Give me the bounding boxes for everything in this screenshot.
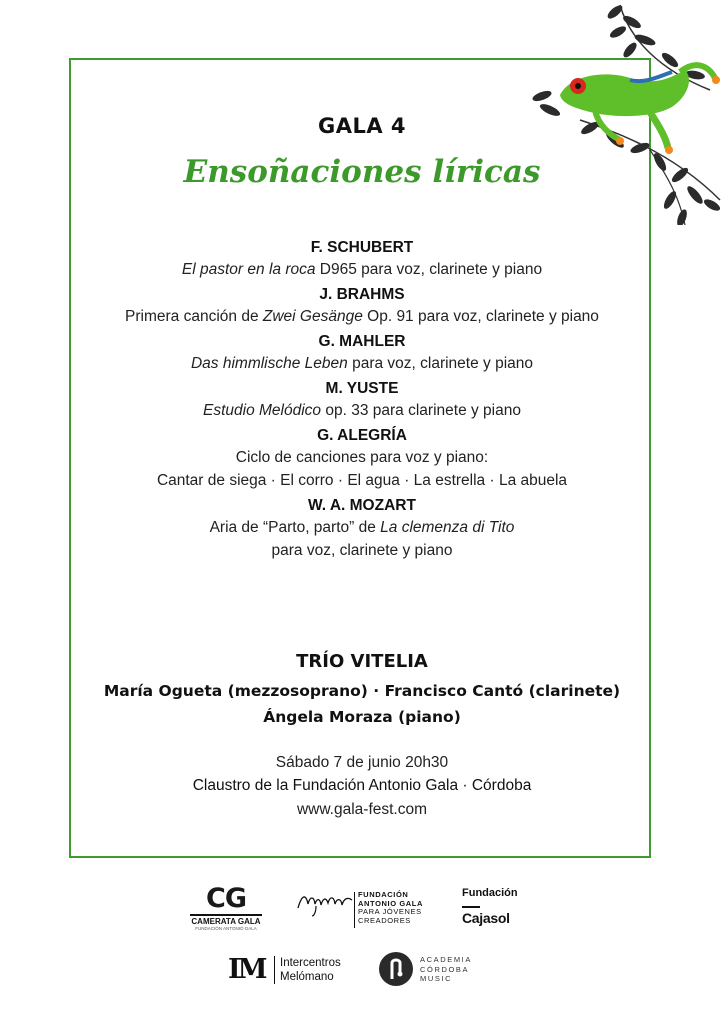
- work-description: [0, 352, 724, 375]
- work-text: Ciclo de canciones para voz y piano:: [235, 449, 489, 466]
- concert-title: Ensoñaciones líricas: [183, 154, 541, 190]
- fag-line-3: PARA JÓVENES: [358, 907, 422, 916]
- performers-line-2: Ángela Moraza (piano): [263, 708, 461, 726]
- signature-icon: [296, 888, 354, 918]
- fag-line-4: CREADORES: [358, 915, 411, 925]
- fundacion-cajasol-logo: [462, 887, 542, 937]
- camerata-sub: FUNDACIÓN ANTONIO GALA: [195, 926, 257, 931]
- academia-cordoba-music-logo: [378, 951, 488, 989]
- fag-line-1: FUNDACIÓN: [358, 890, 409, 899]
- work-description: [0, 539, 724, 562]
- academia-line-1: ACADEMIA: [420, 955, 472, 964]
- work-text: Aria de “Parto, parto” de: [209, 519, 381, 536]
- academia-line-3: MUSIC: [420, 974, 453, 983]
- work-description: [0, 399, 724, 422]
- work-text: Op. 91 para voz, clarinete y piano: [362, 308, 599, 325]
- gala-number: GALA 4: [317, 114, 407, 138]
- program-list: [0, 234, 724, 562]
- camerata-gala-logo: [186, 885, 266, 945]
- work-text: para voz, clarinete y piano: [347, 355, 534, 372]
- frog-branch-illustration: [520, 0, 724, 225]
- intercentros-mark: IM: [228, 954, 265, 985]
- program-item: [0, 496, 724, 562]
- work-title: Das himmlische Leben: [190, 355, 348, 372]
- fag-line-2: ANTONIO GALA: [358, 898, 423, 908]
- camerata-name: CAMERATA GALA: [191, 917, 261, 926]
- work-title: La clemenza di Tito: [380, 519, 515, 536]
- work-title: Estudio Melódico: [203, 402, 322, 419]
- performers-line-1: María Ogueta (mezzosoprano) · Francisco Cantó (clarinete): [103, 682, 621, 700]
- intercentros-melomano-logo: [228, 953, 348, 989]
- work-text: Primera canción de: [125, 308, 263, 325]
- program-item: [0, 238, 724, 281]
- composer-name: W. A. MOZART: [308, 497, 416, 514]
- intercentros-line-2: Melómano: [280, 971, 334, 983]
- composer-name: G. MAHLER: [318, 333, 406, 350]
- composer-name: M. YUSTE: [325, 380, 399, 397]
- program-item: [0, 332, 724, 375]
- work-description: [0, 258, 724, 281]
- work-description: [0, 469, 724, 492]
- cajasol-name: Cajasol: [462, 910, 510, 926]
- composer-name: F. SCHUBERT: [310, 239, 414, 256]
- work-text: para voz, clarinete y piano: [271, 542, 453, 559]
- work-description: [0, 305, 724, 328]
- work-description: [0, 446, 724, 469]
- work-text: op. 33 para clarinete y piano: [321, 402, 521, 419]
- fundacion-antonio-gala-logo: [296, 886, 436, 936]
- work-text: D965 para voz, clarinete y piano: [315, 261, 543, 278]
- composer-name: G. ALEGRÍA: [317, 427, 407, 444]
- ensemble-name: TRÍO VITELIA: [296, 651, 428, 672]
- work-title: El pastor en la roca: [181, 261, 316, 278]
- work-title: Zwei Gesänge: [262, 308, 363, 325]
- event-website[interactable]: www.gala-fest.com: [296, 801, 428, 818]
- intercentros-line-1: Intercentros: [280, 957, 341, 969]
- work-text: Cantar de siega · El corro · El agua · La estrella · La abuela: [156, 472, 568, 489]
- work-description: [0, 516, 724, 539]
- program-item: [0, 426, 724, 492]
- cajasol-top: Fundación: [462, 887, 518, 899]
- program-item: [0, 285, 724, 328]
- program-item: [0, 379, 724, 422]
- event-venue: Claustro de la Fundación Antonio Gala · Córdoba: [192, 777, 532, 794]
- academia-emblem-icon: [378, 951, 414, 987]
- camerata-mark: CG: [206, 883, 246, 914]
- academia-line-2: CÓRDOBA: [420, 964, 470, 974]
- event-date: Sábado 7 de junio 20h30: [275, 754, 449, 771]
- composer-name: J. BRAHMS: [319, 286, 405, 303]
